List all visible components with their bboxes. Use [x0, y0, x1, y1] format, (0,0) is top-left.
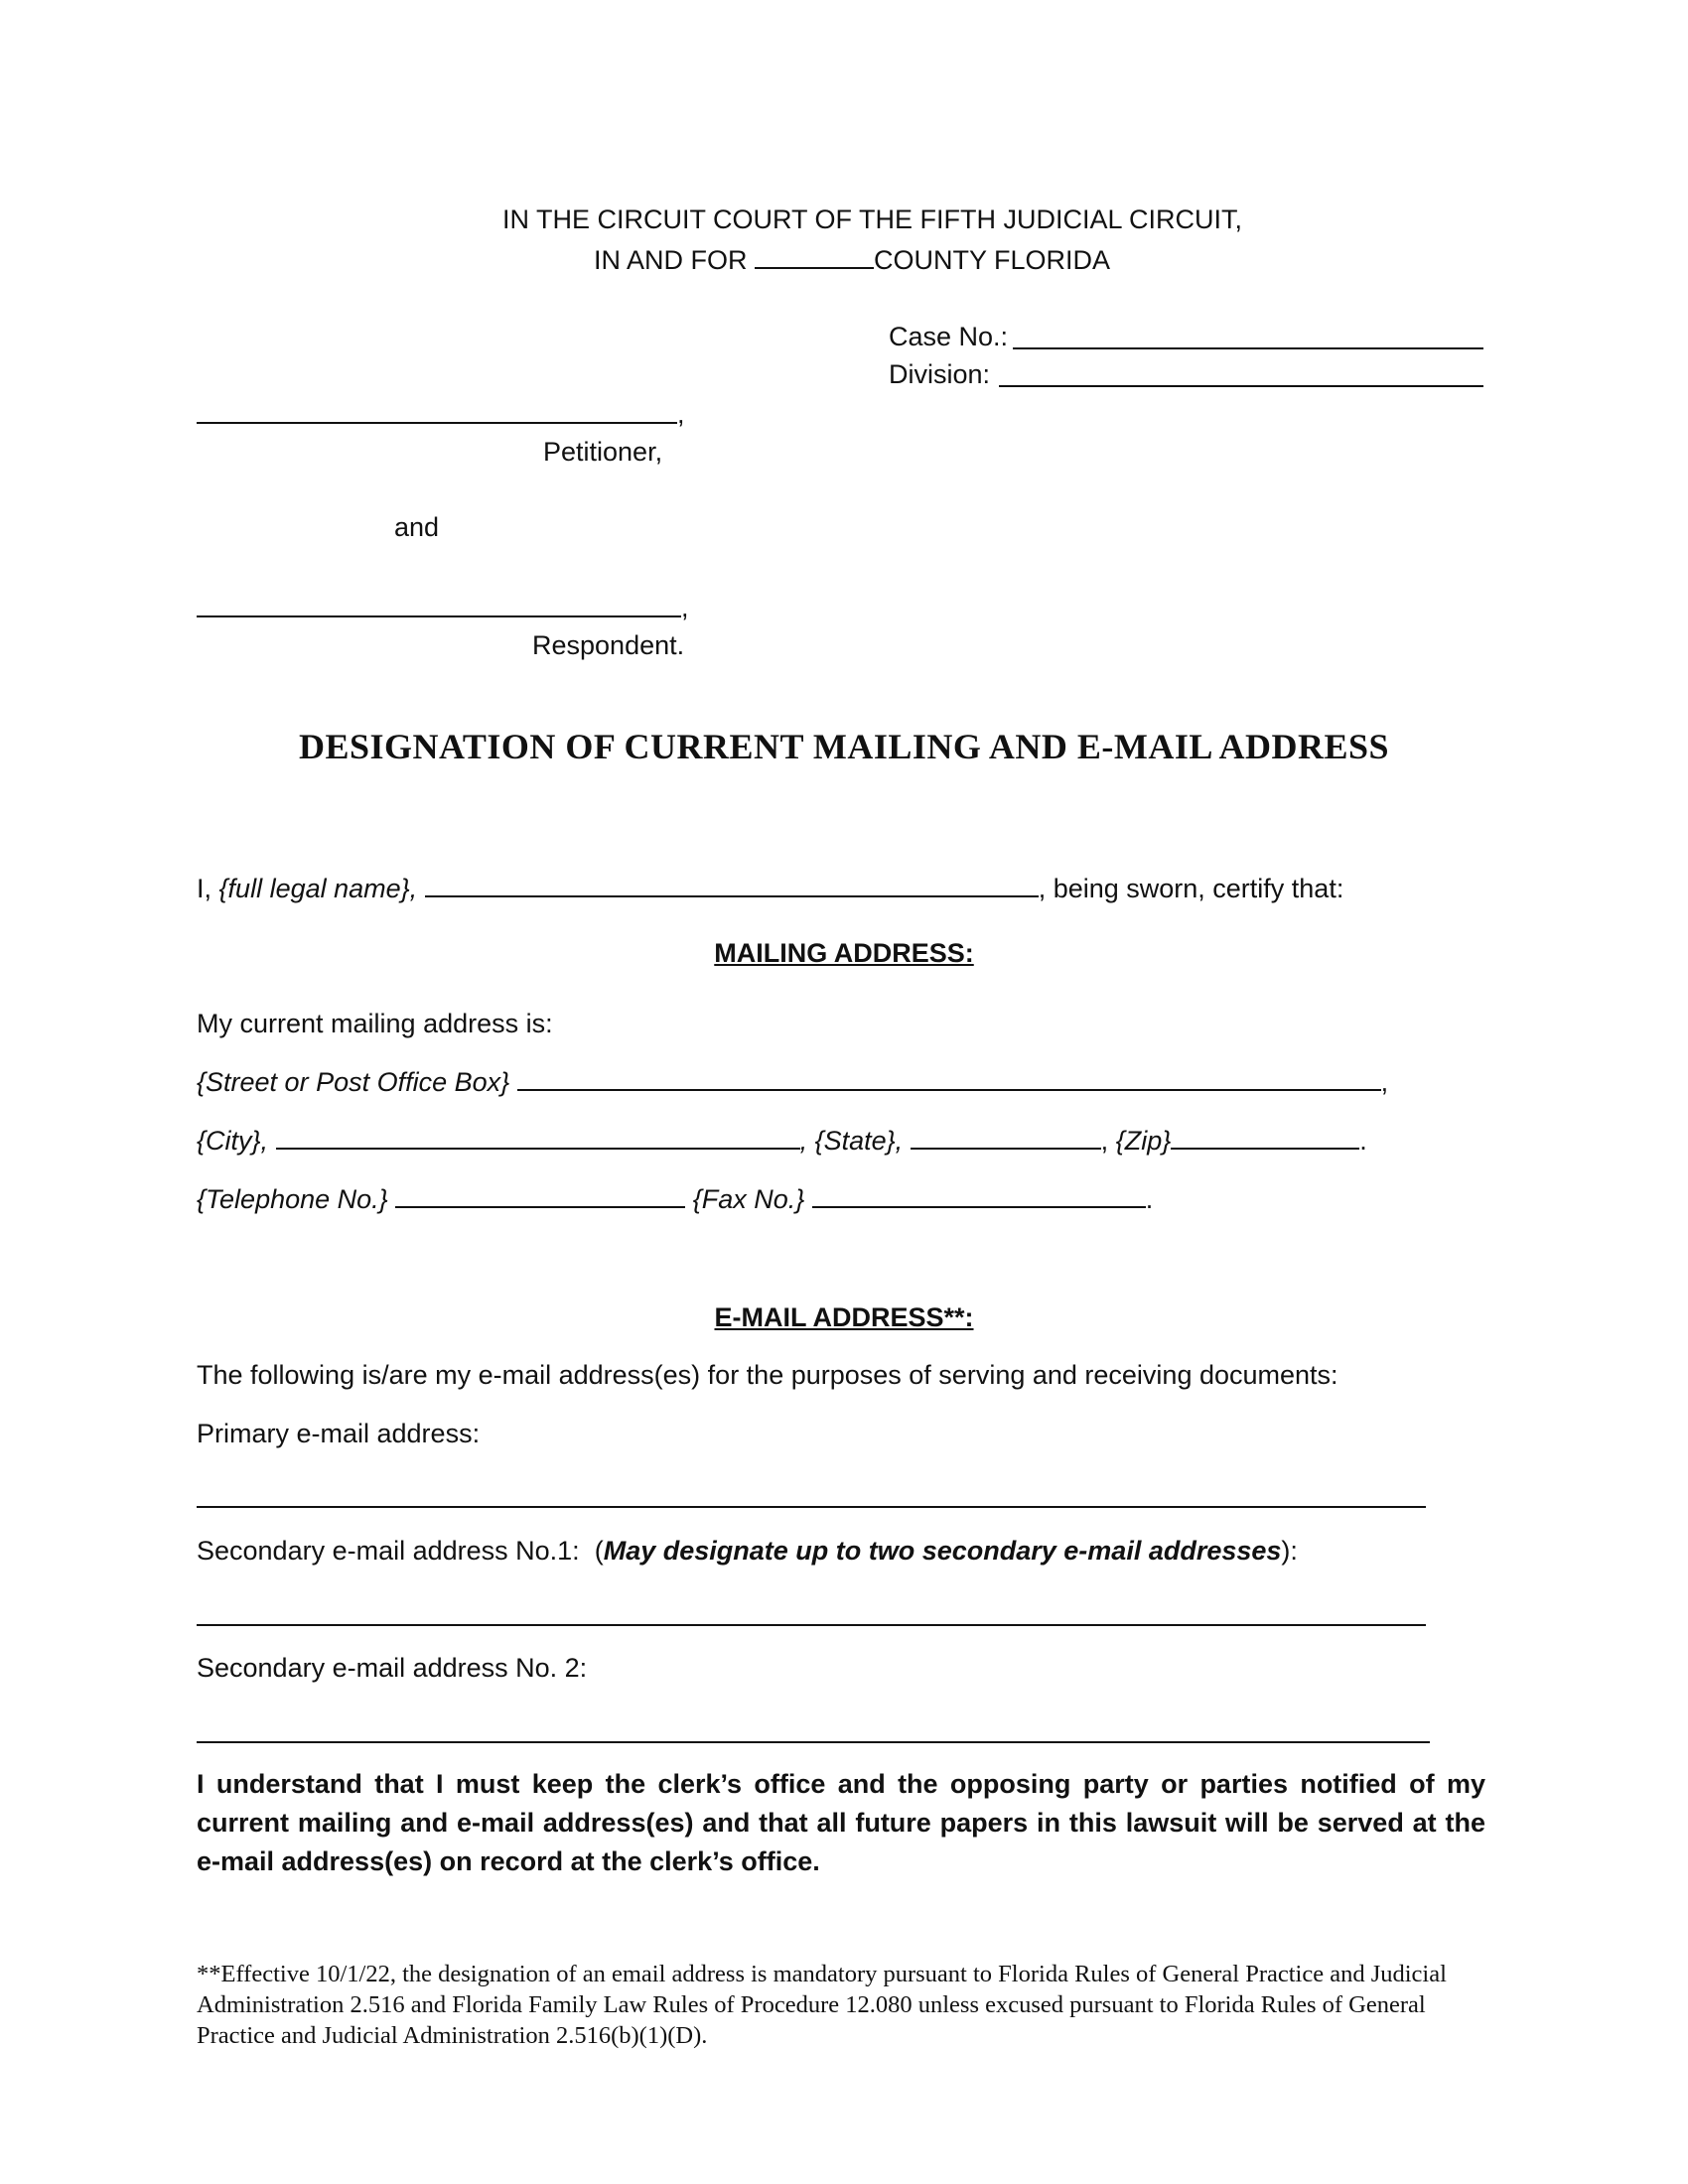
secondary-email-1-note-open: (: [594, 1536, 604, 1566]
case-no-label: Case No.:: [889, 322, 1009, 351]
footnote: **Effective 10/1/22, the designation of an email address is mandatory pursuant to Florida Rules of General Practice and Judicial Administration 2.516 and Florida Family Law Rules of Procedure 12.080 unless excused pursuant to Florida Rules of General Practice and Judicial Administration 2.516(b)(1)(D).: [197, 1961, 1447, 2049]
fax-end: .: [1145, 1184, 1154, 1214]
mailing-intro: My current mailing address is:: [197, 1009, 553, 1038]
zip-sep: ,: [1100, 1126, 1109, 1156]
street-field[interactable]: [517, 1063, 1381, 1091]
secondary-email-1-row: [197, 1534, 1298, 1568]
city-label: {City},: [197, 1126, 269, 1156]
state-field[interactable]: [911, 1122, 1101, 1150]
zip-end: .: [1359, 1126, 1367, 1156]
secondary-email-1-note-close: ):: [1281, 1536, 1298, 1566]
city-field[interactable]: [276, 1122, 800, 1150]
petitioner-name-field[interactable]: [197, 422, 677, 424]
state-label: , {State},: [799, 1126, 904, 1156]
mailing-address-heading: MAILING ADDRESS:: [714, 938, 974, 968]
county-blank[interactable]: [755, 241, 874, 269]
court-header-line1: IN THE CIRCUIT COURT OF THE FIFTH JUDICIAL CIRCUIT,: [502, 205, 1243, 234]
full-legal-name-field[interactable]: [425, 870, 1039, 897]
court-header-suffix: COUNTY FLORIDA: [874, 245, 1111, 275]
secondary-email-1-field[interactable]: [197, 1624, 1426, 1626]
oath-prefix: I,: [197, 874, 212, 903]
street-label: {Street or Post Office Box}: [197, 1067, 510, 1097]
document-title: DESIGNATION OF CURRENT MAILING AND E-MAIL ADDRESS: [299, 727, 1389, 766]
respondent-name-field[interactable]: [197, 615, 681, 617]
street-end: ,: [1380, 1067, 1389, 1097]
zip-field[interactable]: [1171, 1122, 1359, 1150]
primary-email-field[interactable]: [197, 1506, 1426, 1508]
court-header-prefix: IN AND FOR: [594, 245, 748, 275]
fax-label: {Fax No.}: [692, 1184, 805, 1214]
oath-suffix: , being sworn, certify that:: [1038, 874, 1344, 903]
secondary-email-1-label: Secondary e-mail address No.1:: [197, 1536, 580, 1566]
division-label: Division:: [889, 359, 991, 389]
case-no-field[interactable]: [1013, 347, 1483, 349]
secondary-email-2-field[interactable]: [197, 1741, 1430, 1743]
petitioner-label: Petitioner,: [543, 437, 663, 467]
zip-label: {Zip}: [1115, 1126, 1172, 1156]
respondent-label: Respondent.: [532, 630, 685, 660]
email-address-heading: E-MAIL ADDRESS**:: [714, 1302, 974, 1332]
phone-fax-row: [197, 1180, 1153, 1216]
email-intro: The following is/are my e-mail address(es) for the purposes of serving and receiving documents:: [197, 1360, 1338, 1390]
secondary-email-1-note: May designate up to two secondary e-mail addresses: [603, 1536, 1282, 1566]
secondary-email-2-label: Secondary e-mail address No. 2:: [197, 1653, 588, 1683]
acknowledgment-paragraph: I understand that I must keep the clerk’s office and the opposing party or parties notified of my current mailing and e-mail address(es) and that all future papers in this lawsuit will be served at the e-mail address(es) on record at the clerk’s office.: [197, 1769, 1485, 1876]
primary-email-label: Primary e-mail address:: [197, 1419, 481, 1448]
telephone-field[interactable]: [395, 1180, 685, 1208]
court-header-line2: [594, 241, 1110, 277]
telephone-label: {Telephone No.}: [197, 1184, 388, 1214]
oath-name-hint: {full legal name},: [218, 874, 418, 903]
oath-line: [197, 870, 1343, 905]
petitioner-comma: ,: [677, 399, 685, 429]
and-label: and: [394, 512, 440, 542]
fax-field[interactable]: [812, 1180, 1146, 1208]
city-state-zip-row: [197, 1122, 1367, 1158]
street-row: [197, 1063, 1388, 1099]
division-field[interactable]: [999, 385, 1483, 387]
respondent-comma: ,: [681, 593, 689, 622]
